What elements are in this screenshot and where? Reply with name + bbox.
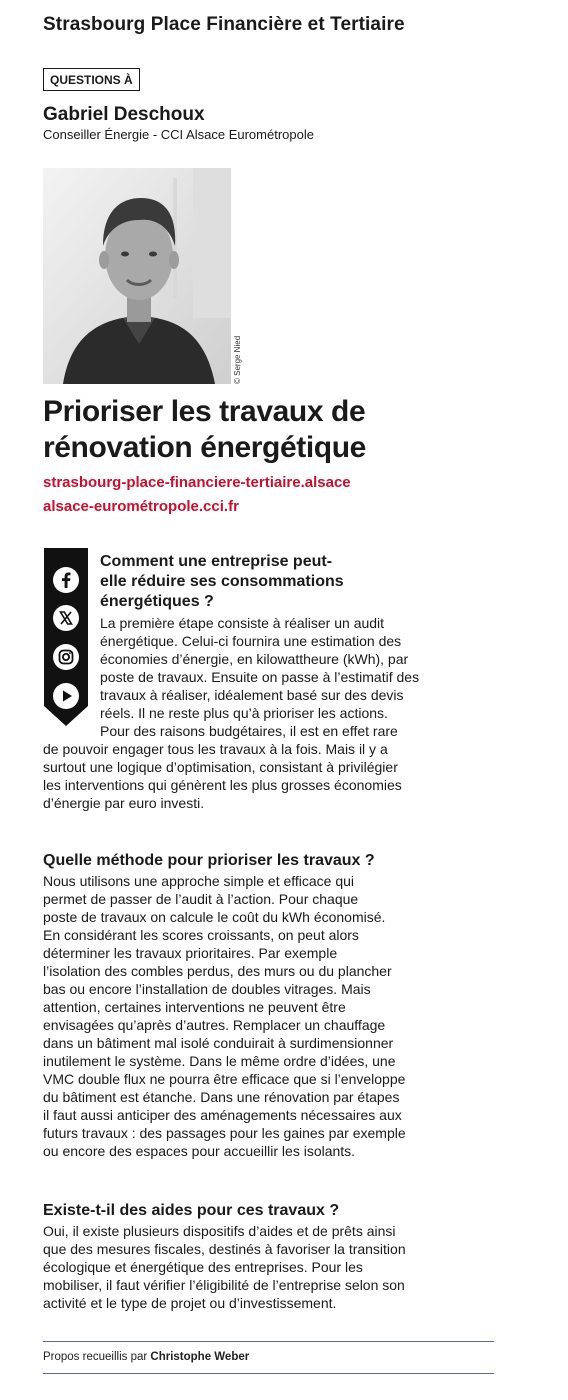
answer-1-line: réels. Il ne reste plus qu’à prioriser les actions. — [100, 705, 388, 721]
answer-1-line: les interventions qui génèrent les plus grosses économies — [43, 777, 402, 793]
answer-2-line: futurs travaux : des passages pour les gaines par exemple — [43, 1125, 406, 1141]
author-name: Gabriel Deschoux — [43, 104, 205, 125]
answer-1-full — [43, 740, 402, 812]
answer-2-line: dans un bâtiment mal isolé conduirait à surdimensionner — [43, 1035, 394, 1051]
question-3-line-1: Existe-t-il des aides pour ces travaux ? — [43, 1202, 340, 1219]
answer-2-line: VMC double flux ne pourra être efficace que si l’enveloppe — [43, 1071, 406, 1087]
answer-1-line: énergétique. Celui-ci fournira une estimation des — [100, 633, 402, 649]
answer-2-line: Nous utilisons une approche simple et efficace qui — [43, 873, 355, 889]
publication-header: Strasbourg Place Financière et Tertiaire — [43, 14, 405, 35]
answer-2-line: il faut aussi anticiper des aménagements nécessaires aux — [43, 1107, 402, 1123]
questions-tag: QUESTIONS À — [43, 68, 140, 91]
footer-credit — [43, 1351, 249, 1363]
article-title-line-1: Prioriser les travaux de — [43, 395, 366, 428]
answer-1-line: surtout une logique d’optimisation, consistant à privilégier — [43, 759, 398, 775]
answer-3-line: activité et le type de projet ou d’investissement. — [43, 1295, 337, 1311]
answer-2-line: l’isolation des combles perdus, des murs ou du plancher — [43, 963, 392, 979]
question-2 — [43, 851, 375, 871]
answer-2-line: poste de travaux on calcule le coût du kWh économisé. — [43, 909, 386, 925]
answer-2-line: attention, certaines interventions ne peuvent être — [43, 999, 346, 1015]
footer-divider-top — [43, 1341, 494, 1342]
question-1-line-1: Comment une entreprise peut- — [100, 553, 333, 570]
footer-divider-bottom — [43, 1373, 494, 1374]
answer-1-line: d’énergie par euro investi. — [43, 795, 205, 811]
answer-1-line: Pour des raisons budgétaires, il est en effet rare — [100, 723, 398, 739]
x-icon[interactable] — [52, 604, 80, 632]
answer-1-indented — [100, 614, 419, 740]
answer-2 — [43, 872, 406, 1160]
answer-2-line: déterminer les travaux prioritaires. Par exemple — [43, 945, 338, 961]
answer-1-line: La première étape consiste à réaliser un audit — [100, 615, 385, 631]
instagram-icon[interactable] — [52, 643, 80, 671]
play-icon[interactable] — [52, 682, 80, 710]
answer-3-line: Oui, il existe plusieurs dispositifs d’aides et de prêts ainsi — [43, 1223, 396, 1239]
website-link-2[interactable]: alsace-eurométropole.cci.fr — [43, 498, 239, 515]
answer-1-line: économies d’énergie, en kilowattheure (kWh), par — [100, 651, 409, 667]
question-1-line-3: énergétiques ? — [100, 593, 214, 610]
answer-1-line: travaux à réaliser, idéalement basé sur des devis — [100, 687, 404, 703]
question-1 — [100, 552, 344, 612]
footer-author: Christophe Weber — [150, 1351, 250, 1363]
answer-2-line: envisagées qu’après d’autres. Remplacer un chauffage — [43, 1017, 386, 1033]
answer-1-line: de pouvoir engager tous les travaux à la fois. Mais il y a — [43, 741, 388, 757]
answer-3-line: que des mesures fiscales, destinés à favoriser la transition — [43, 1241, 406, 1257]
answer-3 — [43, 1222, 406, 1312]
article-title-line-2: rénovation énergétique — [43, 431, 366, 464]
answer-2-line: permet de passer de l’audit à l’action. Pour chaque — [43, 891, 359, 907]
answer-3-line: écologique et énergétique des entreprises. Pour les — [43, 1259, 363, 1275]
answer-3-line: mobiliser, il faut vérifier l’éligibilité de l’entreprise selon son — [43, 1277, 405, 1293]
question-3 — [43, 1201, 339, 1221]
answer-2-line: En considérant les scores croissants, on peut alors — [43, 927, 359, 943]
website-link-1[interactable]: strasbourg-place-financiere-tertiaire.alsace — [43, 474, 351, 491]
author-role: Conseiller Énergie - CCI Alsace Eurométropole — [43, 127, 314, 142]
answer-2-line: inutilement le système. Dans le même ordre d’idées, une — [43, 1053, 396, 1069]
social-bar — [44, 548, 88, 726]
question-1-line-2: elle réduire ses consommations — [100, 573, 344, 590]
answer-2-line: bas ou encore l’installation de doubles vitrages. Mais — [43, 981, 371, 997]
answer-1-line: poste de travaux. Ensuite on passe à l’estimatif des — [100, 669, 420, 685]
footer-prefix: Propos recueillis par — [43, 1351, 148, 1363]
photo-credit: © Serge Nied — [233, 335, 242, 384]
facebook-icon[interactable] — [52, 566, 80, 594]
portrait-illustration — [43, 168, 231, 384]
article-title — [43, 394, 513, 466]
question-2-line-1: Quelle méthode pour prioriser les travaux ? — [43, 852, 375, 869]
answer-2-line: ou encore des espaces pour accueillir les isolants. — [43, 1143, 356, 1159]
answer-2-line: du bâtiment est étanche. Dans une rénovation par étapes — [43, 1089, 400, 1105]
author-photo — [43, 168, 231, 384]
